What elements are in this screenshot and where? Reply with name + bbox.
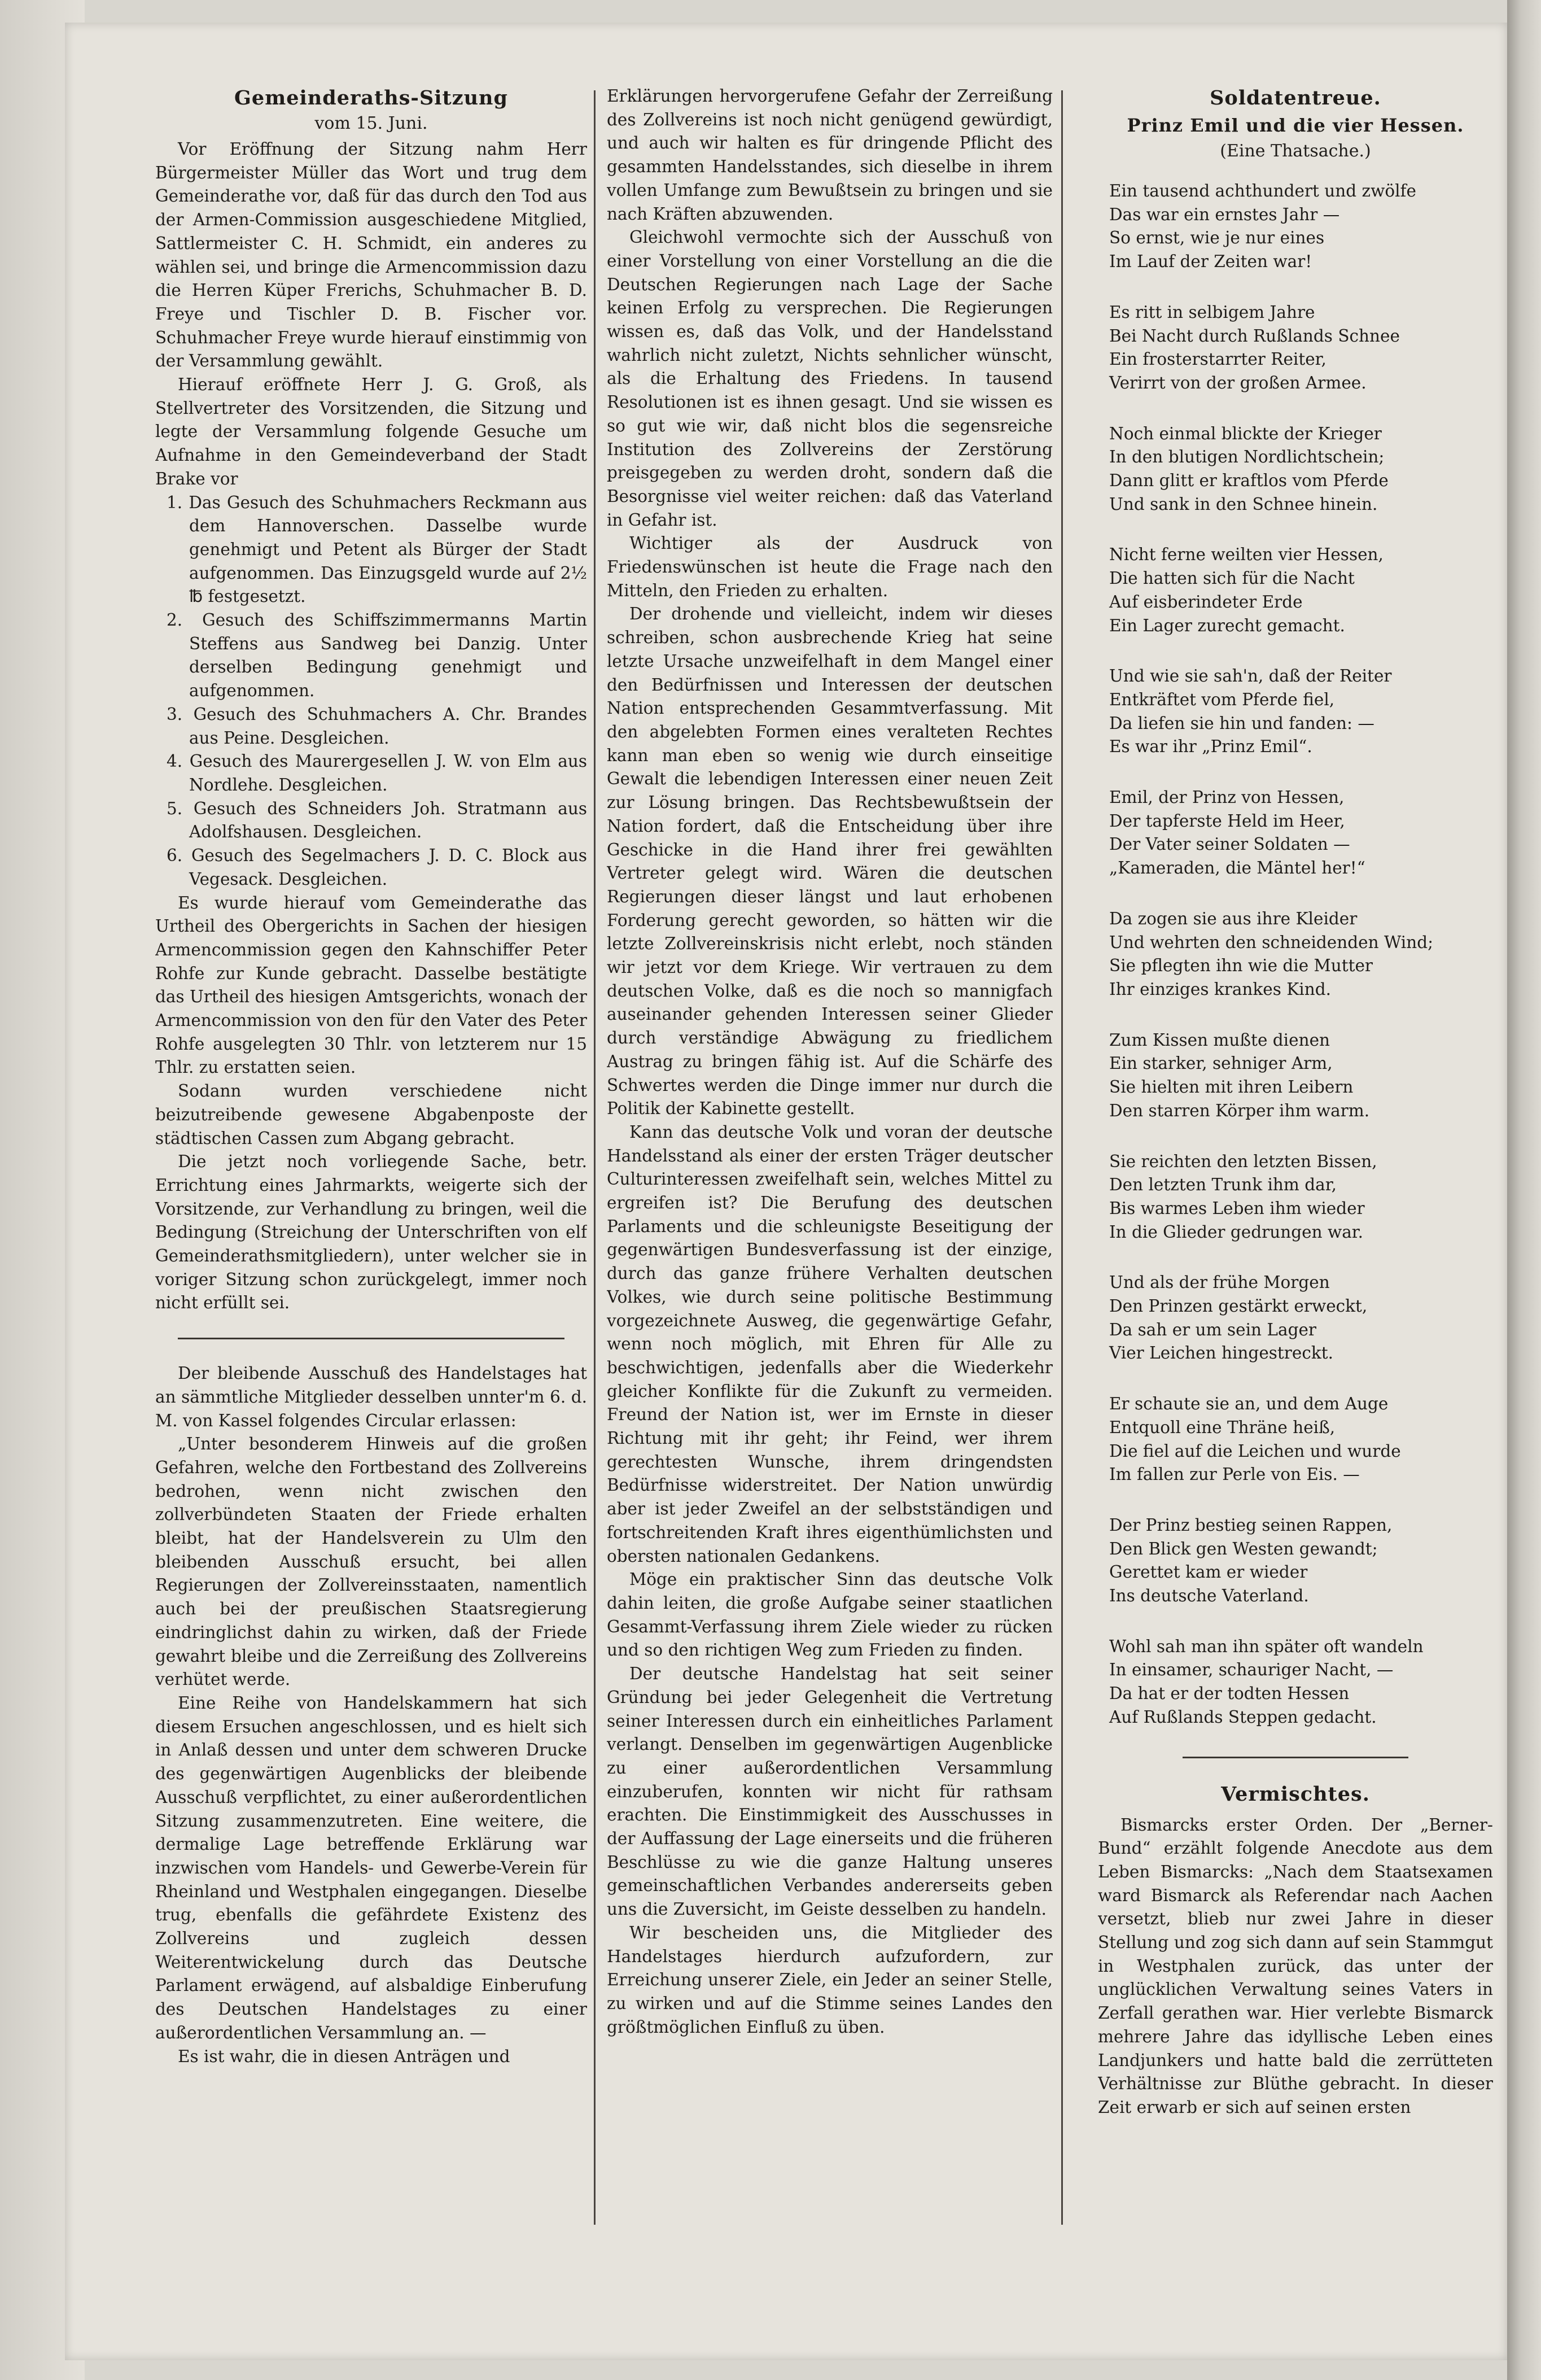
paragraph: Sodann wurden verschiedene nicht beizutreibende gewesene Abgabenposte der städtischen Cassen zum Abgang gebracht. xyxy=(155,1081,587,1148)
poem-line: Ihr einziges krankes Kind. xyxy=(1109,979,1332,999)
poem-line: So ernst, wie je nur eines xyxy=(1109,228,1325,248)
paragraph: Vor Eröffnung der Sitzung nahm Herr Bürgermeister Müller das Wort und trug dem Gemeinderathe vor, daß für das durch den Tod aus der Armen-Commission ausgeschiedene Mitglied, Sattlermeister C. H. Schmidt, ein anderes zu wählen sei, und bringe die Armencommission dazu die Herren Küper Frerichs, Schuhmacher B. D. Freye und Tischler D. B. Fischer vor. Schuhmacher Freye wurde hierauf einstimmig von der Versammlung gewählt. xyxy=(155,139,587,371)
poem-stanza xyxy=(1109,786,1493,880)
paragraph: Wichtiger als der Ausdruck von Friedenswünschen ist heute die Frage nach den Mitteln, den Frieden zu erhalten. xyxy=(607,534,1053,600)
section-divider xyxy=(178,1338,564,1339)
paragraph: Kann das deutsche Volk und voran der deutsche Handelsstand als einer der ersten Träger deutscher Culturinteressen zweifelhaft sein, welches Mittel zu ergreifen ist? Die Berufung des deutschen Parlaments und die schleunigste Beseitigung der gegenwärtigen Bundesverfassung ist der einzige, durch das ganze frühere Verhalten deutschen Volkes, wie durch seine politische Bestimmung vorgezeichnete Ausweg, die gegenwärtige Gefahr, wenn noch möglich, mit Ehren für Alle zu beschwichtigen, jedenfalls aber die Wiederkehr gleicher Konflikte für die Zukunft zu vermeiden. Freund der Nation ist, wer im Ernste in dieser Richtung mit ihr geht; ihr Feind, wer ihrem gerechtesten Wunsche, ihrem dringendsten Bedürfnisse widerstreitet. Der Nation unwürdig aber ist jeder Zweifel an der selbstständigen und fortschreitenden Kraft ihres eigenthümlichsten und obersten nationalen Gedankens. xyxy=(607,1122,1053,1566)
misc-heading: Vermischtes. xyxy=(1221,1782,1370,1806)
poem-stanza xyxy=(1109,301,1493,395)
poem-line: Bei Nacht durch Rußlands Schnee xyxy=(1109,326,1400,346)
poem-line: Ins deutsche Vaterland. xyxy=(1109,1586,1309,1606)
poem-line: Gerettet kam er wieder xyxy=(1109,1562,1308,1582)
poem-line: Wohl sah man ihn später oft wandeln xyxy=(1109,1636,1424,1656)
column-right xyxy=(1098,85,1493,2298)
poem-line: Und als der frühe Morgen xyxy=(1109,1273,1330,1292)
column-rule xyxy=(594,90,596,2225)
poem-line: Der Vater seiner Soldaten — xyxy=(1109,835,1350,854)
poem-line: Das war ein ernstes Jahr — xyxy=(1109,204,1340,224)
list-item: 6. Gesuch des Segelmachers J. D. C. Block aus Vegesack. Desgleichen. xyxy=(167,846,587,889)
paragraph: Bismarcks erster Orden. Der „Berner-Bund“ erzählt folgende Anecdote aus dem Leben Bismarcks: „Nach dem Staatsexamen ward Bismarck als Referendar nach Aachen versetzt, blieb nur zwei Jahre in dieser Stellung und zog sich dann auf sein Stammgut in Westphalen zurück, das unter der unglücklichen Verwaltung seines Vaters in Zerfall gerathen war. Hier verlebte Bismarck mehrere Jahre das idyllische Leben eines Landjunkers und hatte bald die zerrütteten Verhältnisse zur Blüthe gebracht. In dieser Zeit erwarb er sich auf seinen ersten xyxy=(1098,1815,1493,2117)
poem-line: Bis warmes Leben ihm wieder xyxy=(1109,1198,1365,1218)
poem-line: Es ritt in selbigem Jahre xyxy=(1109,302,1315,322)
column-rule xyxy=(1061,90,1063,2225)
poem-line: Der Prinz bestieg seinen Rappen, xyxy=(1109,1515,1393,1535)
poem-line: Zum Kissen mußte dienen xyxy=(1109,1030,1330,1050)
poem-stanza xyxy=(1109,1635,1493,1730)
poem-line: Im Lauf der Zeiten war! xyxy=(1109,252,1312,272)
poem-stanza xyxy=(1109,1514,1493,1608)
poem-line: Und sank in den Schnee hinein. xyxy=(1109,494,1378,514)
poem-line: Vier Leichen hingestreckt. xyxy=(1109,1343,1333,1363)
column-left xyxy=(155,85,587,2298)
next-page-edge xyxy=(1507,0,1541,2380)
list-item: 5. Gesuch des Schneiders Joh. Stratmann aus Adolfshausen. Desgleichen. xyxy=(167,798,587,842)
poem xyxy=(1098,180,1493,1730)
poem-stanza xyxy=(1109,1029,1493,1123)
poem-subtitle: (Eine Thatsache.) xyxy=(1220,141,1371,161)
poem-stanza xyxy=(1109,665,1493,759)
poem-title: Prinz Emil und die vier Hessen. xyxy=(1127,115,1464,136)
poem-stanza xyxy=(1109,1271,1493,1365)
list-item: 1. Das Gesuch des Schuhmachers Reckmann aus dem Hannoverschen. Dasselbe wurde genehmigt und Petent als Bürger der Stadt aufgenommen. Das Einzugsgeld wurde auf 2½ ℔ festgesetzt. xyxy=(167,492,587,606)
poem-line: Und wehrten den schneidenden Wind; xyxy=(1109,932,1434,952)
list-item: 3. Gesuch des Schuhmachers A. Chr. Brandes aus Peine. Desgleichen. xyxy=(167,704,587,748)
paragraph: Es ist wahr, die in diesen Anträgen und xyxy=(178,2046,510,2066)
poem-line: Die fiel auf die Leichen und wurde xyxy=(1109,1441,1401,1461)
poem-line: Noch einmal blickte der Krieger xyxy=(1109,423,1382,443)
article-date: vom 15. Juni. xyxy=(314,113,428,133)
paragraph: Hierauf eröffnete Herr J. G. Groß, als Stellvertreter des Vorsitzenden, die Sitzung und legte der Versammlung folgende Gesuche um Aufnahme in den Gemeindeverband der Stadt Brake vor xyxy=(155,375,587,488)
poem-stanza xyxy=(1109,543,1493,637)
poem-stanza xyxy=(1109,1392,1493,1487)
poem-line: Entkräftet vom Pferde fiel, xyxy=(1109,689,1335,709)
poem-line: Im fallen zur Perle von Eis. — xyxy=(1109,1465,1360,1484)
paragraph: „Unter besonderem Hinweis auf die großen Gefahren, welche den Fortbestand des Zollvereins bedrohen, wenn nicht zwischen den zollverbündeten Staaten der Friede erhalten bleibt, hat der Handelsverein zu Ulm den bleibenden Ausschuß ersucht, bei allen Regierungen der Zollvereinsstaaten, namentlich auch bei der preußischen Staatsregierung eindringlichst dahin zu wirken, daß der Friede gewahrt bleibe und die Zerreißung des Zollvereins verhütet werde. xyxy=(155,1434,587,1689)
poem-line: Da zogen sie aus ihre Kleider xyxy=(1109,909,1358,928)
poem-line: Der tapferste Held im Heer, xyxy=(1109,811,1345,831)
poem-line: In einsamer, schauriger Nacht, — xyxy=(1109,1660,1394,1680)
poem-line: Verirrt von der großen Armee. xyxy=(1109,373,1367,392)
poem-line: Sie reichten den letzten Bissen, xyxy=(1109,1151,1377,1171)
poem-line: Den letzten Trunk ihm dar, xyxy=(1109,1175,1337,1195)
column-middle xyxy=(607,85,1053,2298)
paragraph: Die jetzt noch vorliegende Sache, betr. Errichtung eines Jahrmarkts, weigerte sich der Vorsitzende, zur Verhandlung zu bringen, weil die Bedingung (Streichung der Unterschriften von elf Gemeinderathsmitgliedern), unter welcher sie in voriger Sitzung schon zurückgelegt, immer noch nicht erfüllt sei. xyxy=(155,1152,587,1313)
poem-line: Auf eisberindeter Erde xyxy=(1109,592,1303,612)
poem-stanza xyxy=(1109,1150,1493,1244)
poem-line: Und wie sie sah'n, daß der Reiter xyxy=(1109,666,1392,686)
article-heading: Gemeinderaths-Sitzung xyxy=(234,86,508,110)
paragraph: Möge ein praktischer Sinn das deutsche Volk dahin leiten, die große Aufgabe seiner staatlichen Gesammt-Verfassung ihrem Ziele wieder zu rücken und so den richtigen Weg zum Frieden zu finden. xyxy=(607,1570,1053,1660)
section-divider xyxy=(1183,1757,1408,1758)
paragraph: Gleichwohl vermochte sich der Ausschuß von einer Vorstellung von einer Vorstellung an die die Deutschen Regierungen nach Lage der Sache keinen Erfolg zu versprechen. Die Regierungen wissen es, daß das Volk, und der Handelsstand wahrlich nicht zuletzt, Nichts sehnlicher wünscht, als die Erhaltung des Friedens. In tausend Resolutionen ist es ihnen gesagt. Und sie wissen es so gut wie wir, daß nicht blos die segensreiche Institution des Zollvereins der Zerstörung preisgegeben zu werden droht, sondern daß die Besorgnisse viel weiter reichen: daß das Vaterland in Gefahr ist. xyxy=(607,228,1053,530)
poem-line: „Kameraden, die Mäntel her!“ xyxy=(1109,858,1365,878)
poem-line: Da liefen sie hin und fanden: — xyxy=(1109,713,1374,733)
paragraph: Es wurde hierauf vom Gemeinderathe das Urtheil des Obergerichts in Sachen der hiesigen Armencommission gegen den Kahnschiffer Peter Rohfe zur Kunde gebracht. Dasselbe bestätigte das Urtheil des hiesigen Amtsgerichts, wonach der Armencommission von den für den Vater des Peter Rohfe ausgelegten 30 Thlr. von letzterem nur 15 Thlr. zu erstatten seien. xyxy=(155,893,587,1077)
paragraph: Der deutsche Handelstag hat seit seiner Gründung bei jeder Gelegenheit die Vertretung seiner Interessen durch ein einheitliches Parlament verlangt. Denselben im gegenwärtigen Augenblicke zu einer außerordentlichen Versammlung einzuberufen, konnten wir nicht für rathsam erachten. Die Einstimmigkeit des Ausschusses in der Auffassung der Lage einerseits und die früheren Beschlüsse zu wie die ganze Haltung unseres gemeinschaftlichen Verbandes andererseits geben uns die Zuversicht, im Geiste desselben zu handeln. xyxy=(607,1664,1053,1919)
paragraph: Erklärungen hervorgerufene Gefahr der Zerreißung des Zollvereins ist noch nicht genügend gewürdigt, und auch wir halten es für dringende Pflicht des gesammten Handelsstandes, sich dieselbe in ihrem vollen Umfange zum Bewußtsein zu bringen und sie nach Kräften abzuwenden. xyxy=(607,86,1053,224)
poem-line: Entquoll eine Thräne heiß, xyxy=(1109,1417,1336,1437)
poem-line: In den blutigen Nordlichtschein; xyxy=(1109,447,1385,467)
poem-line: Da sah er um sein Lager xyxy=(1109,1320,1317,1339)
poem-line: Den Blick gen Westen gewandt; xyxy=(1109,1539,1378,1558)
poem-line: Er schaute sie an, und dem Auge xyxy=(1109,1394,1389,1414)
poem-line: Den starren Körper ihm warm. xyxy=(1109,1101,1370,1120)
poem-heading: Soldatentreue. xyxy=(1210,86,1381,110)
poem-line: Sie hielten mit ihren Leibern xyxy=(1109,1077,1354,1097)
list-item: 4. Gesuch des Maurergesellen J. W. von Elm aus Nordlehe. Desgleichen. xyxy=(167,752,587,794)
poem-line: Ein starker, sehniger Arm, xyxy=(1109,1054,1333,1073)
poem-line: Da hat er der todten Hessen xyxy=(1109,1684,1350,1704)
poem-line: Ein Lager zurecht gemacht. xyxy=(1109,615,1345,635)
poem-line: Die hatten sich für die Nacht xyxy=(1109,569,1355,588)
poem-line: Emil, der Prinz von Hessen, xyxy=(1109,788,1345,807)
poem-line: Auf Rußlands Steppen gedacht. xyxy=(1109,1707,1377,1727)
poem-line: Ein frosterstarrter Reiter, xyxy=(1109,350,1327,369)
list-item: 2. Gesuch des Schiffszimmermanns Martin Steffens aus Sandweg bei Danzig. Unter derselben Bedingung genehmigt und aufgenommen. xyxy=(167,610,587,701)
paragraph: Der drohende und vielleicht, indem wir dieses schreiben, schon ausbrechende Krieg hat seine letzte Ursache unzweifelhaft in dem Mangel einer den Bedürfnissen und Interessen der deutschen Nation entsprechenden Gesammtverfassung. Mit den abgelebten Formen eines veralteten Rechtes kann man eben so wenig wie durch einseitige Gewalt die lebendigen Interessen einer neuen Zeit zur Lösung bringen. Das Rechtsbewußtsein der Nation fordert, daß die Entscheidung über ihre Geschicke in die Hand ihrer frei gewählten Vertreter gelegt wird. Wären die deutschen Regierungen dieser längst und laut erhobenen Forderung gerecht geworden, so hätten wir die letzte Zollvereinskrisis nicht erlebt, noch ständen wir jetzt vor dem Kriege. Wir vertrauen zu dem deutschen Volke, daß es die noch so mannigfach auseinander gehenden Interessen seiner Glieder durch verständige Abwägung zu friedlichem Austrag zu bringen fähig ist. Auf die Schärfe des Schwertes werden die Dinge immer nur durch die Politik der Kabinette gestellt. xyxy=(607,604,1053,1119)
paragraph: Der bleibende Ausschuß des Handelstages hat an sämmtliche Mitglieder desselben unnter'm 6. d. M. von Kassel folgendes Circular erlassen: xyxy=(155,1364,587,1430)
poem-stanza xyxy=(1109,422,1493,517)
paragraph: Wir bescheiden uns, die Mitglieder des Handelstages hierdurch aufzufordern, zur Erreichung unserer Ziele, ein Jeder an seiner Stelle, zu wirken und auf die Stimme seines Landes den größtmöglichen Einfluß zu üben. xyxy=(607,1923,1053,2037)
poem-line: Ein tausend achthundert und zwölfe xyxy=(1109,181,1416,200)
poem-line: Dann glitt er kraftlos vom Pferde xyxy=(1109,471,1389,491)
poem-line: Es war ihr „Prinz Emil“. xyxy=(1109,737,1312,757)
poem-line: Sie pflegten ihn wie die Mutter xyxy=(1109,956,1373,976)
poem-line: In die Glieder gedrungen war. xyxy=(1109,1222,1364,1242)
poem-line: Den Prinzen gestärkt erweckt, xyxy=(1109,1296,1368,1316)
poem-stanza xyxy=(1109,180,1493,274)
poem-line: Nicht ferne weilten vier Hessen, xyxy=(1109,545,1384,565)
poem-stanza xyxy=(1109,907,1493,1002)
paragraph: Eine Reihe von Handelskammern hat sich diesem Ersuchen angeschlossen, und es hielt sich in Anlaß dessen und unter dem schweren Drucke des gegenwärtigen Augenblicks der bleibende Ausschuß verpflichtet, zu einer außerordentlichen Sitzung zusammenzutreten. Eine weitere, die dermalige Lage betreffende Erklärung war inzwischen vom Handels- und Gewerbe-Verein für Rheinland und Westphalen eingegangen. Dieselbe trug, ebenfalls die gefährdete Existenz des Zollvereins und zugleich dessen Weiterentwickelung durch das Deutsche Parlament erwägend, auf alsbaldige Einberufung des Deutschen Handelstages zu einer außerordentlichen Versammlung an. — xyxy=(155,1693,587,2042)
